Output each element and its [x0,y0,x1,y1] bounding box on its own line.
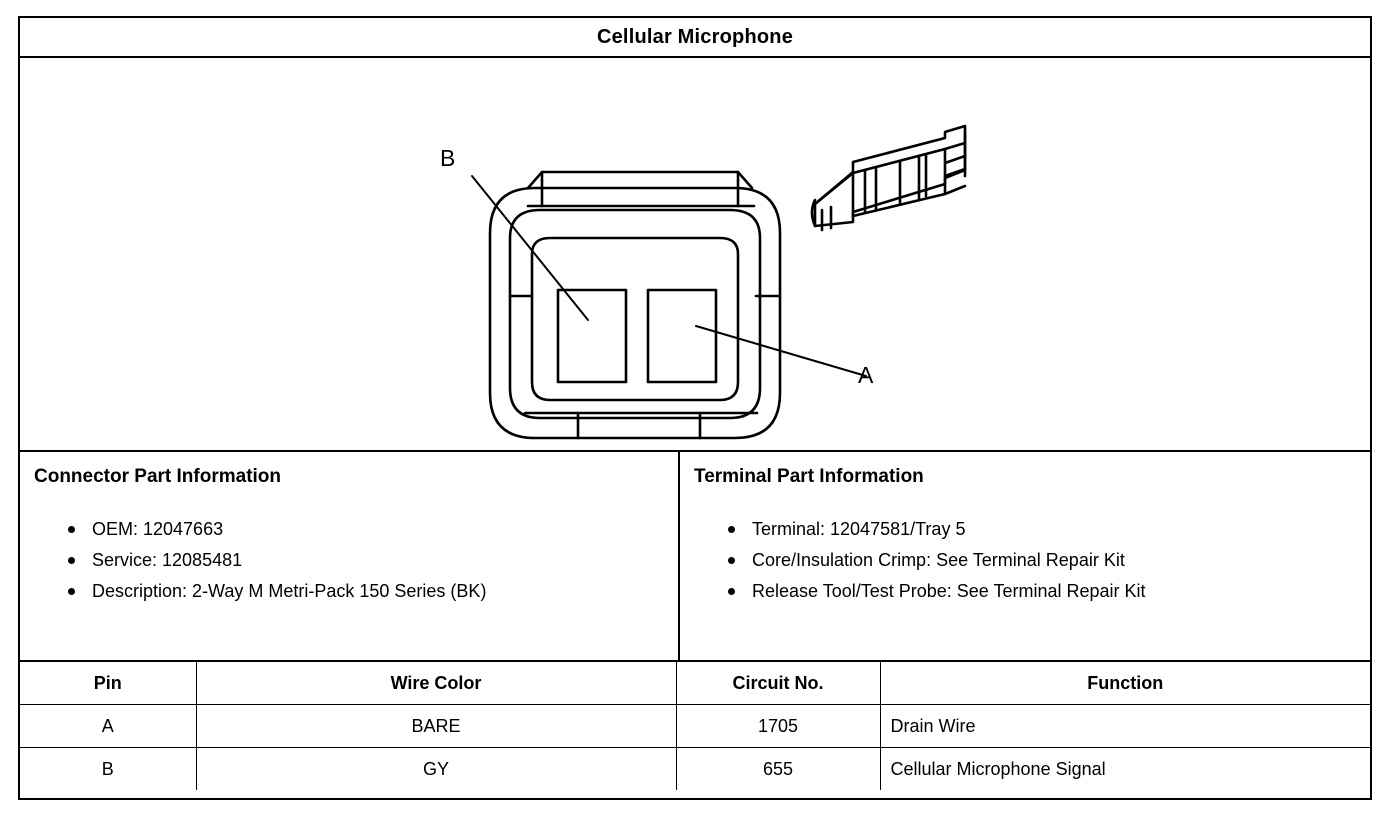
list-item: Release Tool/Test Probe: See Terminal Repair Kit [752,576,1356,607]
connector-drawing [20,58,1370,448]
page-title: Cellular Microphone [596,25,794,48]
pin-table [20,662,1370,790]
table-row [20,748,1370,791]
column-header-circuit-no: Circuit No. [676,662,880,705]
list-item: Description: 2-Way M Metri-Pack 150 Series (BK) [92,576,664,607]
terminal-part-list [694,514,1356,607]
column-header-pin: Pin [20,662,196,705]
callout-label-b: B [440,145,456,171]
cell-wire-color: GY [196,748,676,791]
connector-illustration [20,58,1370,452]
column-header-function: Function [880,662,1370,705]
parts-information-row [20,452,1370,662]
connector-datasheet [18,16,1372,800]
list-item: Terminal: 12047581/Tray 5 [752,514,1356,545]
cell-function: Drain Wire [880,705,1370,748]
cell-circuit-no: 1705 [676,705,880,748]
column-header-wire-color: Wire Color [196,662,676,705]
title-bar [20,18,1370,58]
list-item: Service: 12085481 [92,545,664,576]
callout-label-a: A [858,362,874,388]
list-item: Core/Insulation Crimp: See Terminal Repair Kit [752,545,1356,576]
cell-pin: A [20,705,196,748]
table-row [20,705,1370,748]
terminal-part-information [680,452,1370,660]
connector-part-information [20,452,680,660]
cell-circuit-no: 655 [676,748,880,791]
cell-pin: B [20,748,196,791]
cell-function: Cellular Microphone Signal [880,748,1370,791]
terminal-part-heading: Terminal Part Information [694,466,924,487]
list-item: OEM: 12047663 [92,514,664,545]
table-header-row [20,662,1370,705]
connector-part-heading: Connector Part Information [34,466,282,487]
cell-wire-color: BARE [196,705,676,748]
connector-part-list [34,514,664,607]
